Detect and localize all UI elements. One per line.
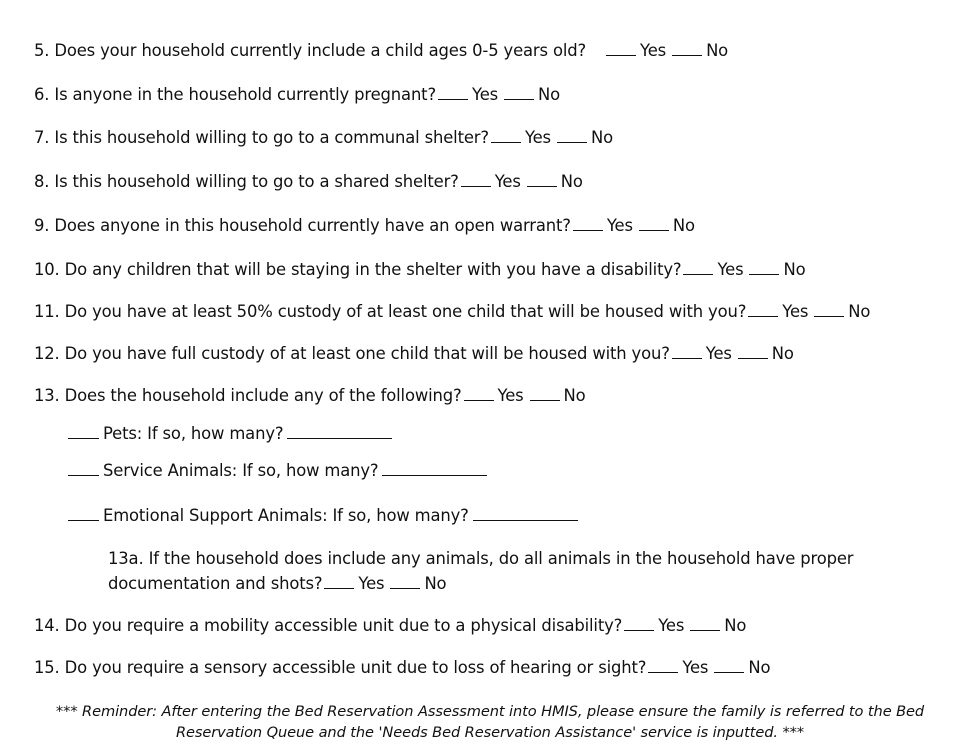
question-text: 8. Is this household willing to go to a shared shelter? xyxy=(34,172,459,191)
yes-blank[interactable] xyxy=(648,658,678,673)
yes-label: Yes xyxy=(682,658,709,677)
question-text: 5. Does your household currently include a child ages 0-5 years old? xyxy=(34,41,587,60)
yes-label: Yes xyxy=(494,172,521,191)
no-label: No xyxy=(560,172,583,191)
yes-label: Yes xyxy=(705,344,732,363)
animal-label: Service Animals: If so, how many? xyxy=(103,461,379,480)
question-13 xyxy=(34,386,586,406)
question-10 xyxy=(34,260,805,280)
no-label: No xyxy=(538,85,561,104)
yes-label: Yes xyxy=(472,85,499,104)
yes-blank[interactable] xyxy=(573,216,603,231)
question-6 xyxy=(34,85,560,105)
animal-item-emotional-support xyxy=(68,506,578,526)
yes-label: Yes xyxy=(358,574,385,593)
question-7 xyxy=(34,128,613,148)
no-label: No xyxy=(590,128,613,147)
question-text: 10. Do any children that will be staying in the shelter with you have a disability? xyxy=(34,260,682,279)
check-blank[interactable] xyxy=(68,424,99,439)
question-text: documentation and shots? xyxy=(108,574,323,593)
yes-label: Yes xyxy=(524,128,551,147)
reminder-note xyxy=(40,701,940,743)
no-label: No xyxy=(672,216,695,235)
check-blank[interactable] xyxy=(68,461,99,476)
no-blank[interactable] xyxy=(530,386,560,401)
question-12 xyxy=(34,344,794,364)
question-text: 14. Do you require a mobility accessible unit due to a physical disability? xyxy=(34,616,623,635)
question-text: 7. Is this household willing to go to a communal shelter? xyxy=(34,128,489,147)
animal-label: Pets: If so, how many? xyxy=(103,424,284,443)
reminder-line2: Reservation Queue and the 'Needs Bed Reservation Assistance' service is inputted. *** xyxy=(175,724,805,741)
question-text-line1: 13a. If the household does include any animals, do all animals in the household have proper xyxy=(108,549,854,568)
question-14 xyxy=(34,616,746,636)
yes-blank[interactable] xyxy=(624,616,654,631)
yes-blank[interactable] xyxy=(491,128,521,143)
no-blank[interactable] xyxy=(557,128,587,143)
no-label: No xyxy=(424,574,447,593)
no-blank[interactable] xyxy=(504,85,534,100)
question-text: 13. Does the household include any of the following? xyxy=(34,386,462,405)
yes-label: Yes xyxy=(497,386,524,405)
no-label: No xyxy=(724,616,747,635)
yes-blank[interactable] xyxy=(672,344,702,359)
no-label: No xyxy=(783,260,806,279)
yes-label: Yes xyxy=(640,41,667,60)
animal-item-service xyxy=(68,461,487,481)
count-blank[interactable] xyxy=(287,424,392,439)
question-9 xyxy=(34,216,695,236)
no-blank[interactable] xyxy=(639,216,669,231)
no-blank[interactable] xyxy=(714,658,744,673)
yes-label: Yes xyxy=(658,616,685,635)
no-blank[interactable] xyxy=(672,41,702,56)
yes-blank[interactable] xyxy=(464,386,494,401)
reminder-line1: *** Reminder: After entering the Bed Reservation Assessment into HMIS, please ensure the family is referred to the Bed xyxy=(55,703,925,720)
question-11 xyxy=(34,302,870,322)
check-blank[interactable] xyxy=(68,506,99,521)
yes-blank[interactable] xyxy=(748,302,778,317)
count-blank[interactable] xyxy=(473,506,578,521)
no-label: No xyxy=(848,302,871,321)
no-blank[interactable] xyxy=(738,344,768,359)
yes-blank[interactable] xyxy=(683,260,713,275)
question-text-line2 xyxy=(108,571,928,596)
question-text: 6. Is anyone in the household currently pregnant? xyxy=(34,85,437,104)
yes-blank[interactable] xyxy=(461,172,491,187)
yes-label: Yes xyxy=(717,260,744,279)
yes-label: Yes xyxy=(782,302,809,321)
question-text: 12. Do you have full custody of at least one child that will be housed with you? xyxy=(34,344,670,363)
yes-blank[interactable] xyxy=(324,574,354,589)
no-blank[interactable] xyxy=(390,574,420,589)
question-text: 9. Does anyone in this household currently have an open warrant? xyxy=(34,216,571,235)
no-blank[interactable] xyxy=(814,302,844,317)
yes-blank[interactable] xyxy=(438,85,468,100)
no-label: No xyxy=(563,386,586,405)
no-label: No xyxy=(748,658,771,677)
count-blank[interactable] xyxy=(382,461,487,476)
animal-item-pets xyxy=(68,424,392,444)
no-label: No xyxy=(706,41,729,60)
yes-label: Yes xyxy=(606,216,633,235)
no-blank[interactable] xyxy=(749,260,779,275)
yes-blank[interactable] xyxy=(606,41,636,56)
question-15 xyxy=(34,658,770,678)
question-text: 15. Do you require a sensory accessible unit due to loss of hearing or sight? xyxy=(34,658,647,677)
question-13a xyxy=(108,546,928,596)
question-5 xyxy=(34,41,728,61)
no-blank[interactable] xyxy=(527,172,557,187)
animal-label: Emotional Support Animals: If so, how many? xyxy=(103,506,469,525)
no-label: No xyxy=(771,344,794,363)
question-text: 11. Do you have at least 50% custody of at least one child that will be housed with you? xyxy=(34,302,747,321)
question-8 xyxy=(34,172,583,192)
no-blank[interactable] xyxy=(690,616,720,631)
